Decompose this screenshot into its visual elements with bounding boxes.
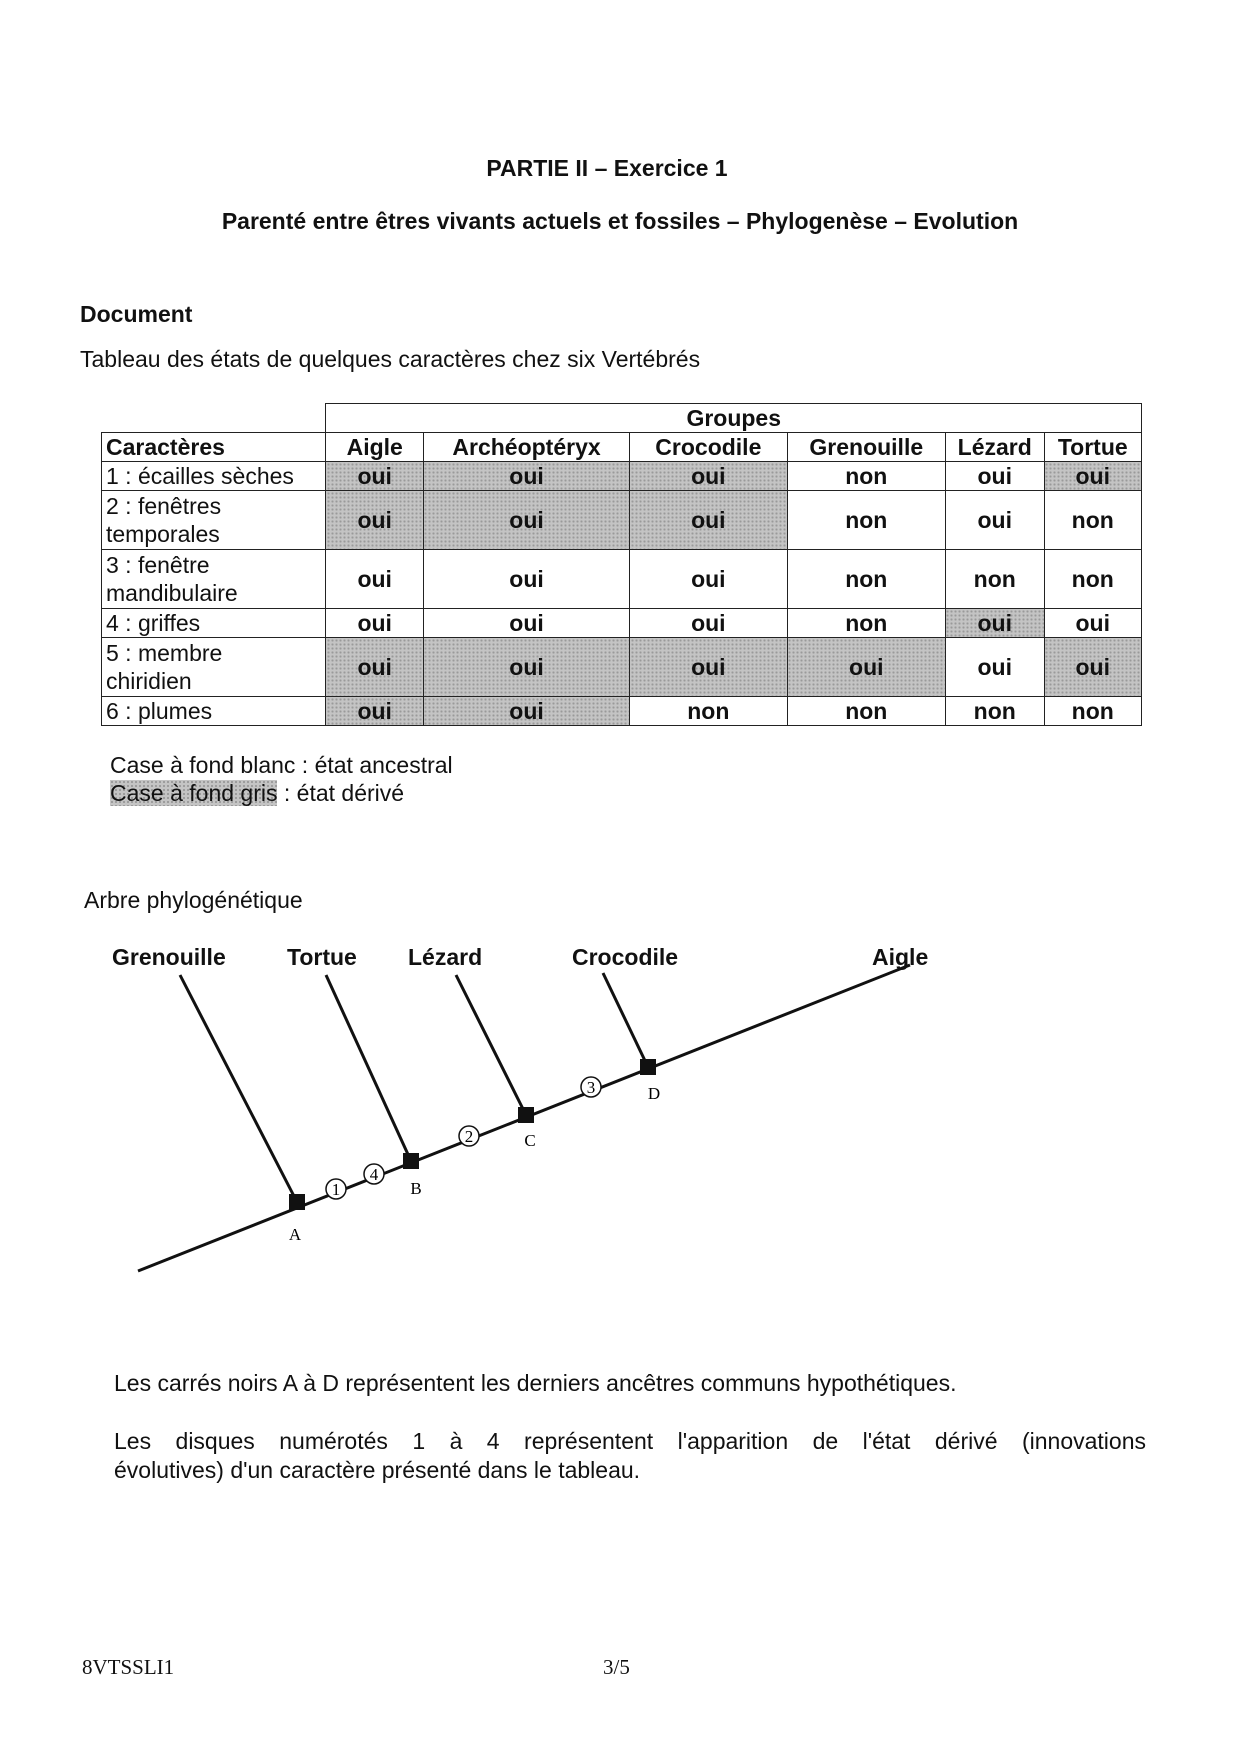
cell-aigle: oui: [326, 697, 424, 726]
innovation-disc-2: [459, 1126, 479, 1146]
cell-grenouille: oui: [787, 638, 945, 697]
cell-tortue: oui: [1044, 462, 1142, 491]
footer-code: 8VTSSLI1: [82, 1655, 175, 1679]
cell-crocodile: oui: [630, 462, 787, 491]
cell-grenouille: non: [787, 697, 945, 726]
subtitle: Parenté entre êtres vivants actuels et fossiles – Phylogenèse – Evolution: [221, 208, 1019, 234]
node-label-c: C: [524, 1131, 536, 1150]
cell-archeopteryx: oui: [423, 638, 629, 697]
explanation-discs-line2: évolutives) d'un caractère présenté dans le tableau.: [114, 1457, 641, 1483]
svg-text:2: 2: [464, 1127, 474, 1146]
legend-white: Case à fond blanc : état ancestral: [110, 752, 453, 778]
table-caption: Tableau des états de quelques caractères chez six Vertébrés: [80, 346, 701, 372]
node-d-square: [640, 1059, 656, 1075]
innovation-disc-1: [326, 1179, 346, 1199]
cell-grenouille: non: [787, 550, 945, 609]
taxon-aigle: Aigle: [872, 944, 929, 970]
node-label-b: B: [410, 1179, 422, 1198]
footer-page: 3/5: [603, 1655, 630, 1679]
cell-tortue: non: [1044, 491, 1142, 550]
cell-lezard: non: [945, 697, 1044, 726]
cell-archeopteryx: oui: [423, 609, 629, 638]
node-label-d: D: [647, 1084, 661, 1103]
taxon-tortue: Tortue: [287, 944, 357, 970]
cell-aigle: oui: [326, 638, 424, 697]
taxon-lezard: Lézard: [408, 944, 483, 970]
cell-tortue: oui: [1044, 638, 1142, 697]
cell-grenouille: non: [787, 609, 945, 638]
characters-header: Caractères: [102, 433, 326, 462]
row-label-line-1: 1 : écailles sèches: [106, 463, 294, 489]
branch-lezard: [456, 975, 526, 1115]
node-c-square: [518, 1107, 534, 1123]
legend-grey-suffix: : état dérivé: [277, 780, 405, 806]
column-header-lezard: Lézard: [945, 433, 1044, 462]
taxon-grenouille: Grenouille: [112, 944, 226, 970]
node-b-square: [403, 1153, 419, 1169]
cell-lezard: oui: [945, 462, 1044, 491]
cell-tortue: non: [1044, 697, 1142, 726]
svg-text:3: 3: [586, 1078, 596, 1097]
legend-grey-sample: Case à fond gris: [110, 780, 278, 806]
column-header-tortue: Tortue: [1044, 433, 1142, 462]
row-label-line-1: 2 : fenêtres: [106, 493, 222, 519]
cell-lezard: oui: [945, 491, 1044, 550]
column-header-aigle: Aigle: [326, 433, 424, 462]
document-heading: Document: [80, 301, 193, 327]
branch-grenouille: [180, 975, 297, 1202]
tree-title: Arbre phylogénétique: [84, 887, 303, 913]
row-label-line-2: mandibulaire: [106, 580, 238, 606]
cell-tortue: non: [1044, 550, 1142, 609]
innovation-disc-4: [364, 1164, 384, 1184]
groups-header: Groupes: [326, 404, 1142, 433]
cell-lezard: oui: [945, 638, 1044, 697]
cell-aigle: oui: [326, 491, 424, 550]
taxon-crocodile: Crocodile: [572, 944, 679, 970]
cell-crocodile: oui: [630, 609, 787, 638]
row-label-line-2: temporales: [106, 521, 220, 547]
cell-archeopteryx: oui: [423, 462, 629, 491]
node-label-a: A: [288, 1225, 302, 1244]
branch-crocodile: [603, 973, 648, 1067]
innovation-disc-3: [581, 1077, 601, 1097]
branch-tortue: [326, 975, 411, 1161]
cell-crocodile: oui: [630, 491, 787, 550]
cell-archeopteryx: oui: [423, 491, 629, 550]
node-a-square: [289, 1194, 305, 1210]
cell-archeopteryx: oui: [423, 550, 629, 609]
explanation-discs-line1: Les disques numérotés 1 à 4 représentent l'apparition de l'état dérivé (innovations: [114, 1428, 1146, 1454]
cell-lezard: oui: [945, 609, 1044, 638]
column-header-grenouille: Grenouille: [787, 433, 945, 462]
row-label-line-1: 5 : membre: [106, 640, 223, 666]
cell-aigle: oui: [326, 462, 424, 491]
cell-tortue: oui: [1044, 609, 1142, 638]
row-label-line-1: 3 : fenêtre: [106, 552, 210, 578]
column-header-crocodile: Crocodile: [630, 433, 787, 462]
cell-grenouille: non: [787, 491, 945, 550]
column-header-archeopteryx: Archéoptéryx: [423, 433, 629, 462]
explanation-squares: Les carrés noirs A à D représentent les derniers ancêtres communs hypothétiques.: [114, 1370, 957, 1396]
cell-crocodile: oui: [630, 638, 787, 697]
row-label-line-2: chiridien: [106, 668, 192, 694]
part-title: PARTIE II – Exercice 1: [486, 155, 728, 181]
cell-aigle: oui: [326, 550, 424, 609]
row-label-line-1: 6 : plumes: [106, 698, 213, 724]
cell-crocodile: oui: [630, 550, 787, 609]
cell-grenouille: non: [787, 462, 945, 491]
cell-aigle: oui: [326, 609, 424, 638]
cell-archeopteryx: oui: [423, 697, 629, 726]
cell-crocodile: non: [630, 697, 787, 726]
svg-text:1: 1: [331, 1180, 341, 1199]
row-label-line-1: 4 : griffes: [106, 610, 201, 636]
svg-text:4: 4: [369, 1165, 379, 1184]
cell-lezard: non: [945, 550, 1044, 609]
